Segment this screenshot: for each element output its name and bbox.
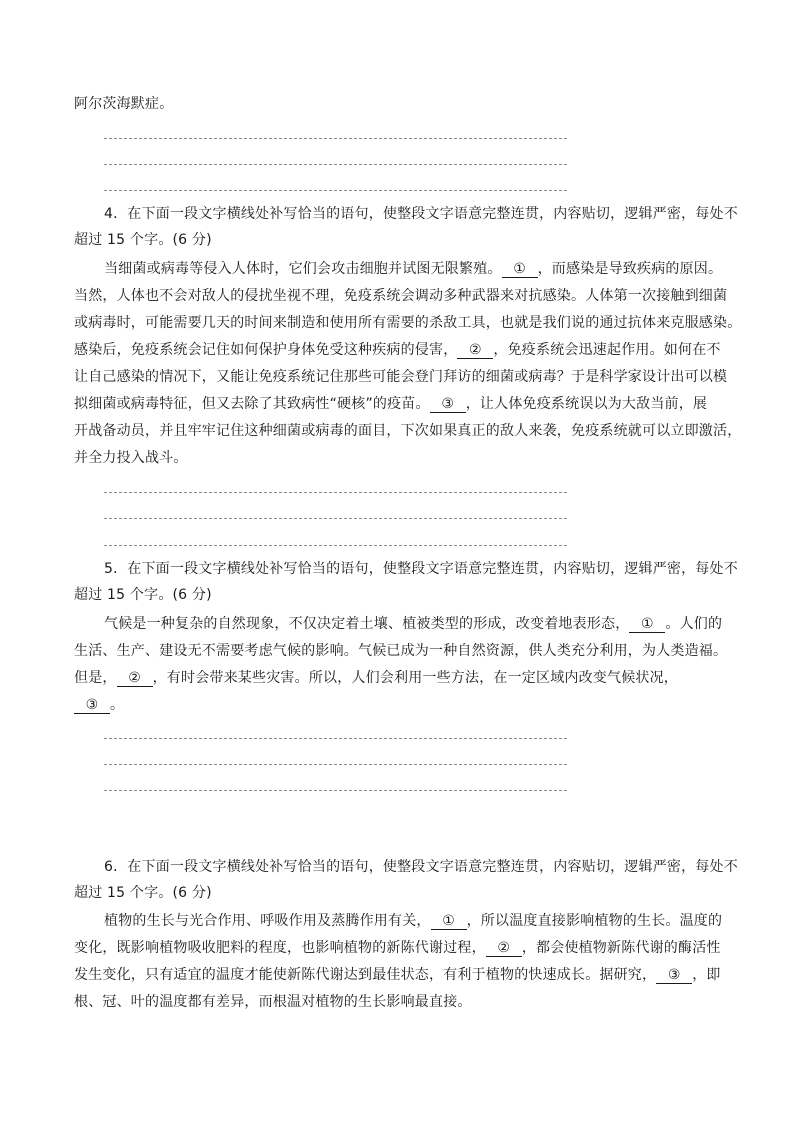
q6-blank-2[interactable]: ②: [486, 940, 522, 957]
answer-line[interactable]: [104, 164, 567, 165]
q5-paragraph-line: 气候是一种复杂的自然现象，不仅决定着土壤、植被类型的形成，改变着地表形态， ① 。人们的: [104, 616, 723, 632]
intro-line: 阿尔茨海默症。: [74, 96, 174, 112]
answer-line[interactable]: [104, 790, 567, 791]
q4-paragraph-line: 或病毒时，可能需要几天的时间来制造和使用所有需要的杀敌工具，也就是我们说的通过抗体来克服感染。: [74, 315, 742, 331]
question-5-prompt-cont: 超过 15 个字。(6 分): [74, 587, 212, 603]
q5-paragraph-line: ③ 。: [74, 695, 724, 715]
question-6-prompt-cont: 超过 15 个字。(6 分): [74, 885, 212, 901]
answer-line[interactable]: [104, 518, 567, 519]
answer-line[interactable]: [104, 190, 567, 191]
answer-line[interactable]: [104, 545, 567, 546]
q5-paragraph-line: 但是， ② ，有时会带来某些灾害。所以，人们会利用一些方法，在一定区域内改变气候状况，: [74, 670, 679, 686]
question-5-prompt: 5．在下面一段文字横线处补写恰当的语句，使整段文字语意完整连贯，内容贴切，逻辑严密，每处不: [104, 561, 738, 577]
answer-line[interactable]: [104, 138, 567, 139]
q6-blank-1[interactable]: ①: [431, 913, 467, 930]
q5-blank-3[interactable]: ③: [74, 697, 110, 714]
q4-blank-1[interactable]: ①: [502, 261, 538, 278]
question-4-prompt-cont: 超过 15 个字。(6 分): [74, 232, 212, 248]
q6-paragraph-line: 变化，既影响植物吸收肥料的程度，也影响植物的新陈代谢过程， ② ，都会使植物新陈代谢的酶活性: [74, 940, 721, 956]
q4-paragraph-line: 感染后，免疫系统会记住如何保护身体免受这种疾病的侵害， ② ，免疫系统会迅速起作用。如何在不: [74, 342, 721, 358]
q4-paragraph-line: 拟细菌或病毒特征，但又去除了其致病性“硬核”的疫苗。 ③ ，让人体免疫系统误以为大敌当前，展: [74, 396, 708, 412]
q6-paragraph-line: 发生变化，只有适宜的温度才能使新陈代谢达到最佳状态，有利于植物的快速成长。据研究， ③ ，即: [74, 967, 721, 983]
q4-paragraph-line: 当然，人体也不会对敌人的侵扰坐视不理，免疫系统会调动多种武器来对抗感染。人体第一次接触到细菌: [74, 288, 728, 304]
q5-blank-2[interactable]: ②: [117, 670, 153, 687]
answer-line[interactable]: [104, 764, 567, 765]
q4-paragraph-line: 并全力投入战斗。: [74, 450, 188, 466]
q6-paragraph-line: 根、冠、叶的温度都有差异，而根温对植物的生长影响最直接。: [74, 994, 472, 1010]
q5-paragraph-line: 生活、生产、建设无不需要考虑气候的影响。气候已成为一种自然资源，供人类充分利用，为人类造福。: [74, 643, 728, 659]
q6-paragraph-line: 植物的生长与光合作用、呼吸作用及蒸腾作用有关， ① ，所以温度直接影响植物的生长。温度的: [104, 913, 723, 929]
q4-paragraph-line: 让自己感染的情况下，又能让免疫系统记住那些可能会登门拜访的细菌或病毒？于是科学家设计出可以模: [74, 369, 728, 385]
q4-blank-3[interactable]: ③: [430, 396, 466, 413]
q6-blank-3[interactable]: ③: [656, 967, 692, 984]
q4-paragraph-line: 当细菌或病毒等侵入人体时，它们会攻击细胞并试图无限繁殖。 ① ，而感染是导致疾病的原因。: [104, 261, 723, 277]
question-4-prompt: 4．在下面一段文字横线处补写恰当的语句，使整段文字语意完整连贯，内容贴切，逻辑严密，每处不: [104, 206, 738, 222]
question-6-prompt: 6．在下面一段文字横线处补写恰当的语句，使整段文字语意完整连贯，内容贴切，逻辑严密，每处不: [104, 859, 738, 875]
q4-blank-2[interactable]: ②: [457, 342, 493, 359]
q5-blank-1[interactable]: ①: [629, 616, 665, 633]
answer-line[interactable]: [104, 738, 567, 739]
answer-line[interactable]: [104, 492, 567, 493]
q4-paragraph-line: 开战备动员，并且牢牢记住这种细菌或病毒的面目，下次如果真正的敌人来袭，免疫系统就可以立即激活，: [74, 423, 742, 439]
